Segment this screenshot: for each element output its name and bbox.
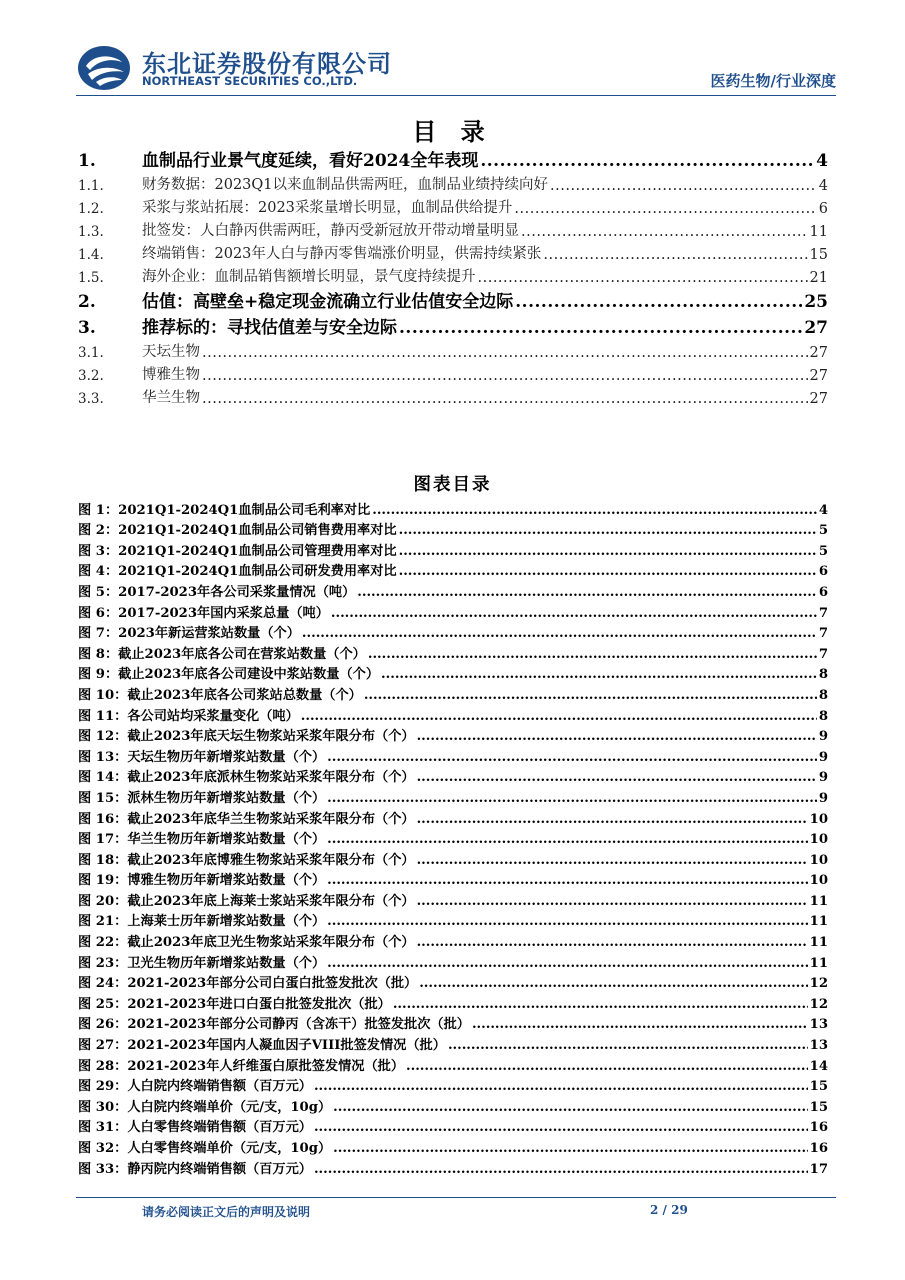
figure-entry[interactable] xyxy=(78,1032,828,1053)
toc-entry[interactable] xyxy=(78,338,828,361)
toc-leader-dots xyxy=(515,292,802,312)
toc-entry-number: 3.1. xyxy=(78,345,104,361)
toc-entry-number: 1.2. xyxy=(78,201,104,217)
figure-entry[interactable] xyxy=(78,518,828,539)
toc-entry-page: 11 xyxy=(809,224,828,240)
toc-entry-page: 15 xyxy=(809,247,828,263)
toc-leader-dots xyxy=(514,201,816,217)
toc-entry-page: 6 xyxy=(818,201,828,217)
toc-entry-label: 批签发：人白静丙供需两旺，静丙受新冠放开带动增量明显 xyxy=(142,223,519,239)
figure-entry[interactable] xyxy=(78,724,828,745)
figure-leader-dots xyxy=(399,564,817,579)
figure-entry-label: 图 23：卫光生物历年新增浆站数量（个） xyxy=(78,955,326,971)
figure-entry-label: 图 24：2021-2023年部分公司白蛋白批签发批次（批） xyxy=(78,976,418,992)
figure-entry-page: 7 xyxy=(818,605,828,621)
figure-entry-label: 图 26：2021-2023年部分公司静丙（含冻干）批签发批次（批） xyxy=(78,1017,470,1033)
figure-entry[interactable] xyxy=(78,888,828,909)
figure-entry[interactable] xyxy=(78,1012,828,1033)
figure-entry[interactable] xyxy=(78,538,828,559)
figure-entry[interactable] xyxy=(78,641,828,662)
figure-entry-label: 图 15：派林生物历年新增浆站数量（个） xyxy=(78,790,326,806)
toc-entry-number: 1.4. xyxy=(78,247,104,263)
figure-entry[interactable] xyxy=(78,703,828,724)
toc-leader-dots xyxy=(202,345,808,361)
figure-entry[interactable] xyxy=(78,1135,828,1156)
figure-entry[interactable] xyxy=(78,971,828,992)
company-name-en: NORTHEAST SECURITIES CO.,LTD. xyxy=(142,74,358,88)
figure-leader-dots xyxy=(302,626,817,641)
figure-entry-page: 9 xyxy=(818,729,828,745)
figure-entry-label: 图 21：上海莱士历年新增浆站数量（个） xyxy=(78,914,326,930)
figure-leader-dots xyxy=(417,894,808,909)
page-number: 2 / 29 xyxy=(650,1203,688,1217)
figure-entry-label: 图 17：华兰生物历年新增浆站数量（个） xyxy=(78,832,326,848)
toc-entry-label: 财务数据：2023Q1以来血制品供需两旺，血制品业绩持续向好 xyxy=(142,177,549,193)
header-divider xyxy=(76,95,836,96)
footer-divider xyxy=(76,1197,836,1198)
figure-entry-label: 图 5：2017-2023年各公司采浆量情况（吨） xyxy=(78,584,356,600)
figure-leader-dots xyxy=(472,1017,808,1032)
toc-entry[interactable] xyxy=(78,286,828,312)
figure-entry-page: 9 xyxy=(818,790,828,806)
figure-leader-dots xyxy=(331,606,817,621)
toc-leader-dots xyxy=(543,247,807,263)
figure-entry-label: 图 29：人白院内终端销售额（百万元） xyxy=(78,1079,312,1095)
figures-title: 图表目录 xyxy=(413,475,492,495)
toc-entry-label: 估值：高壁垒+稳定现金流确立行业估值安全边际 xyxy=(142,292,514,312)
figure-leader-dots xyxy=(417,729,817,744)
figure-entry-label: 图 22：截止2023年底卫光生物浆站采浆年限分布（个） xyxy=(78,935,415,951)
toc-leader-dots xyxy=(478,270,808,286)
toc-entry-number: 2. xyxy=(78,292,96,312)
figure-entry-label: 图 3：2021Q1-2024Q1血制品公司管理费用率对比 xyxy=(78,543,397,559)
figure-entry[interactable] xyxy=(78,1156,828,1177)
figure-entry-label: 图 6：2017-2023年国内采浆总量（吨） xyxy=(78,605,329,621)
company-name-cn: 东北证券股份有限公司 xyxy=(142,50,392,78)
toc-entry-label: 推荐标的：寻找估值差与安全边际 xyxy=(142,318,397,338)
figure-entry[interactable] xyxy=(78,1115,828,1136)
figure-leader-dots xyxy=(357,585,817,600)
figure-leader-dots xyxy=(314,1120,808,1135)
toc-entry-number: 1.3. xyxy=(78,224,104,240)
figure-leader-dots xyxy=(327,832,808,847)
figure-entry-label: 图 16：截止2023年底华兰生物浆站采浆年限分布（个） xyxy=(78,811,415,827)
figure-entry-label: 图 20：截止2023年底上海莱士浆站采浆年限分布（个） xyxy=(78,893,415,909)
figure-leader-dots xyxy=(417,812,808,827)
figure-entry[interactable] xyxy=(78,559,828,580)
figure-leader-dots xyxy=(364,688,817,703)
figure-entry[interactable] xyxy=(78,950,828,971)
toc-entry-label: 血制品行业景气度延续，看好2024全年表现 xyxy=(142,151,479,171)
figure-entry-page: 11 xyxy=(809,893,828,909)
toc-entry-number: 3. xyxy=(78,318,96,338)
toc-entry-label: 华兰生物 xyxy=(142,390,200,406)
toc-entry-label: 海外企业：血制品销售额增长明显，景气度持续提升 xyxy=(142,269,476,285)
figure-entry[interactable] xyxy=(78,868,828,889)
toc-entry-label: 采浆与浆站拓展：2023采浆量增长明显，血制品供给提升 xyxy=(142,200,513,216)
toc-entry-label: 天坛生物 xyxy=(142,344,200,360)
figure-entry-page: 15 xyxy=(809,1079,828,1095)
figure-entry-page: 12 xyxy=(809,976,828,992)
toc-entry-page: 4 xyxy=(818,178,828,194)
figure-entry[interactable] xyxy=(78,1053,828,1074)
figure-leader-dots xyxy=(327,873,808,888)
figure-leader-dots xyxy=(368,647,817,662)
figure-leader-dots xyxy=(399,544,817,559)
figure-entry[interactable] xyxy=(78,497,828,518)
figure-entry[interactable] xyxy=(78,682,828,703)
figure-leader-dots xyxy=(419,976,807,991)
toc-entry-page: 25 xyxy=(804,292,828,312)
figure-entry-page: 10 xyxy=(809,873,828,889)
figure-entry[interactable] xyxy=(78,929,828,950)
figure-entry-label: 图 14：截止2023年底派林生物浆站采浆年限分布（个） xyxy=(78,770,415,786)
toc-entry[interactable] xyxy=(78,240,828,263)
toc-leader-dots xyxy=(202,391,808,407)
figure-leader-dots xyxy=(327,956,808,971)
figure-entry-page: 10 xyxy=(809,811,828,827)
toc-entry-number: 1.5. xyxy=(78,270,104,286)
toc-title: 目 录 xyxy=(412,117,493,146)
figure-entry-label: 图 12：截止2023年底天坛生物浆站采浆年限分布（个） xyxy=(78,729,415,745)
toc-entry-page: 27 xyxy=(804,318,828,338)
figure-entry-page: 12 xyxy=(809,996,828,1012)
toc-entry[interactable] xyxy=(78,384,828,407)
figure-entry[interactable] xyxy=(78,765,828,786)
figure-entry-page: 6 xyxy=(818,564,828,580)
figure-entry-label: 图 27：2021-2023年国内人凝血因子VIII批签发情况（批） xyxy=(78,1038,446,1054)
toc-entry[interactable] xyxy=(78,312,828,338)
figure-leader-dots xyxy=(406,1059,808,1074)
figure-entry-page: 17 xyxy=(809,1161,828,1177)
toc-leader-dots xyxy=(550,178,817,194)
toc-entry-page: 27 xyxy=(809,391,828,407)
toc-leader-dots xyxy=(202,368,808,384)
toc-entry[interactable] xyxy=(78,145,828,171)
figure-leader-dots xyxy=(448,1038,808,1053)
figure-entry-page: 11 xyxy=(809,955,828,971)
figure-leader-dots xyxy=(301,709,817,724)
figure-leader-dots xyxy=(327,750,817,765)
figure-entry-page: 6 xyxy=(818,584,828,600)
figure-leader-dots xyxy=(314,1162,808,1177)
figure-leader-dots xyxy=(372,503,817,518)
figure-entry-page: 5 xyxy=(818,523,828,539)
figure-entry[interactable] xyxy=(78,1094,828,1115)
figure-leader-dots xyxy=(333,1141,807,1156)
figure-entry-label: 图 28：2021-2023年人纤维蛋白原批签发情况（批） xyxy=(78,1058,405,1074)
figure-entry-label: 图 18：截止2023年底博雅生物浆站采浆年限分布（个） xyxy=(78,852,415,868)
toc-entry-number: 3.3. xyxy=(78,391,104,407)
figure-entry[interactable] xyxy=(78,662,828,683)
figure-leader-dots xyxy=(381,667,817,682)
figure-entry-label: 图 7：2023年新运营浆站数量（个） xyxy=(78,626,300,642)
toc-entry[interactable] xyxy=(78,171,828,194)
toc-entry[interactable] xyxy=(78,263,828,286)
figure-entry[interactable] xyxy=(78,1074,828,1095)
figure-entry-page: 11 xyxy=(809,935,828,951)
figure-entry[interactable] xyxy=(78,909,828,930)
figure-entry-label: 图 4：2021Q1-2024Q1血制品公司研发费用率对比 xyxy=(78,564,397,580)
figure-entry-page: 8 xyxy=(818,667,828,683)
figure-entry-page: 7 xyxy=(818,646,828,662)
figure-entry[interactable] xyxy=(78,827,828,848)
toc-entry-label: 博雅生物 xyxy=(142,367,200,383)
figure-entry[interactable] xyxy=(78,579,828,600)
figure-entry-label: 图 32：人白零售终端单价（元/支，10g） xyxy=(78,1141,332,1156)
toc-leader-dots xyxy=(399,318,802,338)
toc-entry-page: 27 xyxy=(809,345,828,361)
figure-entry-label: 图 11：各公司站均采浆量变化（吨） xyxy=(78,708,299,724)
figure-entry-page: 15 xyxy=(809,1099,828,1115)
figure-entry-page: 13 xyxy=(809,1038,828,1054)
toc-leader-dots xyxy=(480,151,814,171)
toc-entry-number: 3.2. xyxy=(78,368,104,384)
figure-entry[interactable] xyxy=(78,621,828,642)
figure-entry-label: 图 13：天坛生物历年新增浆站数量（个） xyxy=(78,749,326,765)
figure-entry-page: 8 xyxy=(818,687,828,703)
figure-entry[interactable] xyxy=(78,806,828,827)
figure-entry-label: 图 25：2021-2023年进口白蛋白批签发批次（批） xyxy=(78,996,391,1012)
figure-entry-page: 11 xyxy=(809,914,828,930)
page-header xyxy=(76,40,836,98)
figure-entry-label: 图 33：静丙院内终端销售额（百万元） xyxy=(78,1161,312,1177)
figure-entry-label: 图 31：人白零售终端销售额（百万元） xyxy=(78,1120,312,1136)
figure-entry-label: 图 10：截止2023年底各公司浆站总数量（个） xyxy=(78,687,362,703)
figure-entry-page: 16 xyxy=(809,1120,828,1136)
figure-entry[interactable] xyxy=(78,847,828,868)
toc-entry-page: 27 xyxy=(809,368,828,384)
figure-entry-label: 图 30：人白院内终端单价（元/支，10g） xyxy=(78,1099,332,1115)
toc-entry[interactable] xyxy=(78,361,828,384)
toc-entry-page: 21 xyxy=(809,270,828,286)
figure-leader-dots xyxy=(327,914,808,929)
figure-entry-label: 图 9：截止2023年底各公司建设中浆站数量（个） xyxy=(78,667,380,683)
figure-entry-page: 7 xyxy=(818,626,828,642)
disclaimer-note: 请务必阅读正文后的声明及说明 xyxy=(142,1205,311,1219)
figure-entry-page: 8 xyxy=(818,708,828,724)
toc-entry-number: 1. xyxy=(78,151,96,171)
figure-entry-page: 16 xyxy=(809,1141,828,1156)
figure-entry[interactable] xyxy=(78,785,828,806)
toc-entry-label: 终端销售：2023年人白与静丙零售端涨价明显，供需持续紧张 xyxy=(142,246,542,262)
toc-entry-number: 1.1. xyxy=(78,178,104,194)
figure-leader-dots xyxy=(333,1100,807,1115)
toc-entry[interactable] xyxy=(78,194,828,217)
figure-entry[interactable] xyxy=(78,600,828,621)
figures-list xyxy=(78,497,828,1177)
figure-entry[interactable] xyxy=(78,991,828,1012)
figure-leader-dots xyxy=(417,853,808,868)
figure-entry-page: 9 xyxy=(818,749,828,765)
figure-leader-dots xyxy=(327,791,817,806)
figure-entry-page: 9 xyxy=(818,770,828,786)
figure-entry-page: 5 xyxy=(818,543,828,559)
toc-entry[interactable] xyxy=(78,217,828,240)
figure-entry-label: 图 19：博雅生物历年新增浆站数量（个） xyxy=(78,873,326,889)
figure-entry-page: 10 xyxy=(809,832,828,848)
figure-leader-dots xyxy=(417,770,817,785)
figure-entry[interactable] xyxy=(78,744,828,765)
figure-entry-label: 图 1：2021Q1-2024Q1血制品公司毛利率对比 xyxy=(78,502,371,518)
figure-entry-page: 14 xyxy=(809,1058,828,1074)
figure-entry-label: 图 2：2021Q1-2024Q1血制品公司销售费用率对比 xyxy=(78,523,397,539)
figure-leader-dots xyxy=(417,935,808,950)
toc-entry-page: 4 xyxy=(816,151,828,171)
figure-entry-label: 图 8：截止2023年底各公司在营浆站数量（个） xyxy=(78,646,366,662)
toc-list xyxy=(78,145,828,407)
figure-entry-page: 10 xyxy=(809,852,828,868)
figure-entry-page: 4 xyxy=(818,502,828,518)
company-logo-icon xyxy=(76,44,136,92)
report-category: 医药生物/行业深度 xyxy=(710,72,836,90)
figure-leader-dots xyxy=(399,523,817,538)
toc-leader-dots xyxy=(521,224,808,240)
figure-entry-page: 13 xyxy=(809,1017,828,1033)
figure-leader-dots xyxy=(314,1079,808,1094)
figure-leader-dots xyxy=(393,997,808,1012)
